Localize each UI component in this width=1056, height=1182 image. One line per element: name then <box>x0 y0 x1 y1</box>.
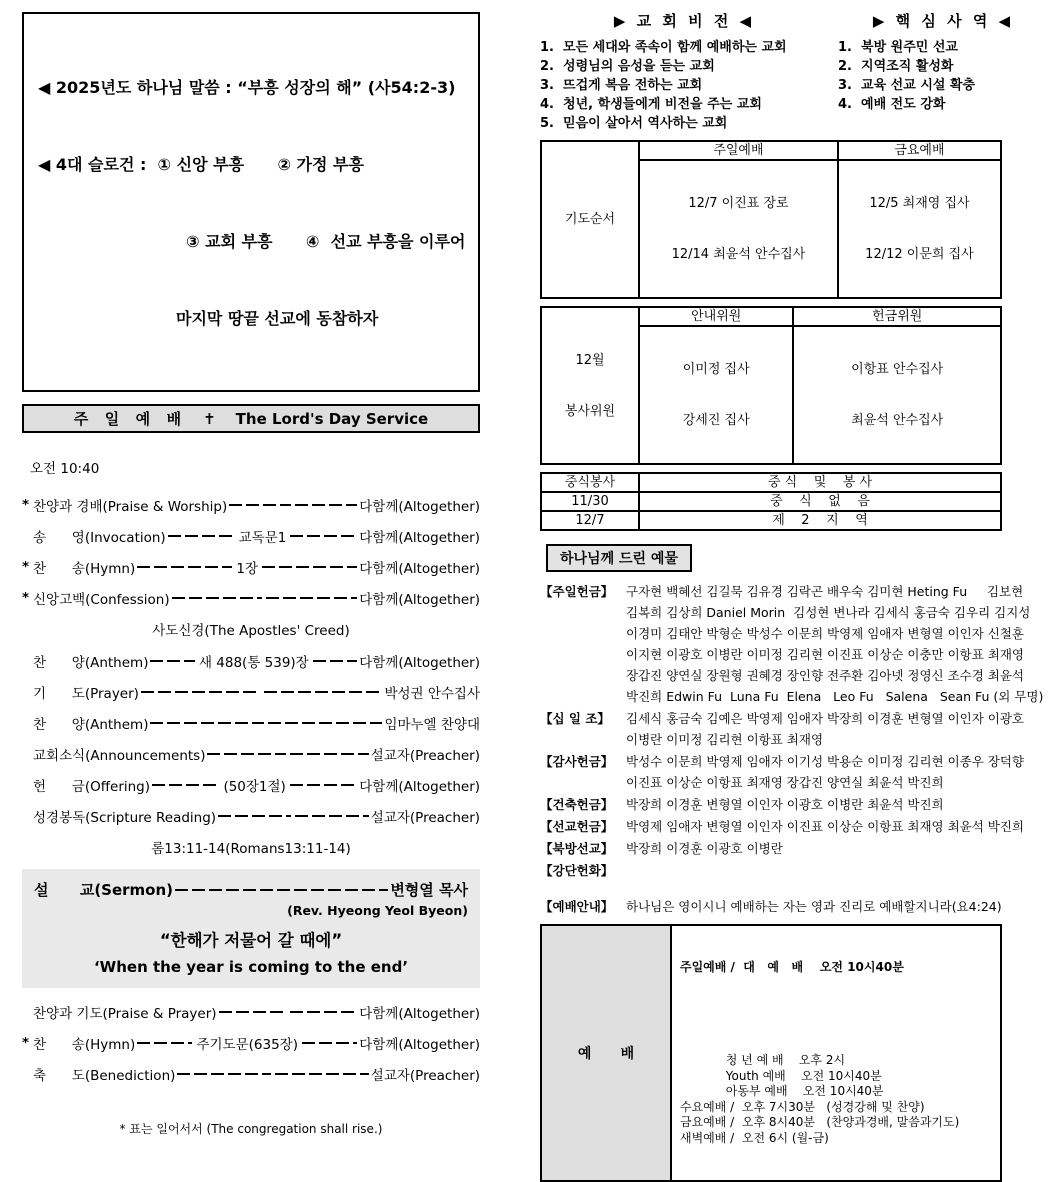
offering-label: 【강단헌화】 <box>540 863 614 878</box>
worship-row <box>22 775 480 795</box>
schedule-label-cell: 예 배 <box>541 925 671 1181</box>
offering-line: 김복희 김상희 Daniel Morin 김성현 변나라 김세식 홍금숙 김우리 김지성 <box>626 605 1031 620</box>
offering-line: 박진희 Edwin Fu Luna Fu Elena Leo Fu Salena Sean Fu (외 무명) <box>626 689 1044 704</box>
sermon-preacher-en: (Rev. Hyeong Yeol Byeon) <box>287 903 468 919</box>
apostles-creed-line: 사도신경(The Apostles' Creed) <box>152 623 350 640</box>
offering-lines <box>626 751 1048 793</box>
worship-row <box>22 651 480 671</box>
worship-row <box>22 682 480 702</box>
ministry-list <box>838 38 1048 114</box>
schedule-lines-cell <box>671 925 1001 1181</box>
offering-line: 박장희 이경훈 변형열 이인자 이광호 이병란 최윤석 박진희 <box>626 797 944 812</box>
vision-item: 4. 청년, 학생들에게 비전을 주는 교회 <box>540 97 762 112</box>
dash-filler <box>207 753 286 755</box>
volunteer-col-offering: 헌금위원 <box>793 307 1001 326</box>
volunteer-label-month: 12월 <box>575 352 605 368</box>
vision-item: 2. 성령님의 음성을 듣는 교회 <box>540 59 715 74</box>
worship-item-performer: 설교자(Preacher) <box>370 810 481 827</box>
offering-line: 박영제 임애자 변형열 이인자 이진표 이상순 이항표 최재영 최윤석 박진희 <box>626 819 1025 834</box>
lunch-row-value: 중 식 없 음 <box>639 492 1001 511</box>
worship-item-performer: 다함께(Altogether) <box>359 592 481 609</box>
dash-filler <box>290 784 357 786</box>
rise-star: * <box>22 590 30 607</box>
lunch-row-date: 11/30 <box>541 492 639 511</box>
cross-icon: ✝ <box>203 409 216 428</box>
worship-item-label: 송 영(Invocation) <box>33 530 166 547</box>
dash-filler <box>152 784 219 786</box>
lunch-row-value: 제 2 지 역 <box>639 511 1001 530</box>
church-vision <box>540 10 828 133</box>
lunch-table-label: 중식봉사 <box>541 473 639 492</box>
dash-filler <box>150 660 194 662</box>
volunteer-table <box>540 306 1002 465</box>
worship-item-performer: 다함께(Altogether) <box>359 655 480 672</box>
offering-line: 박성수 이문희 박영제 임애자 이기성 박용순 이미정 김리현 이종우 장덕향 <box>626 754 1025 769</box>
worship-row <box>22 713 480 733</box>
ministry-item: 4. 예배 전도 강화 <box>838 97 946 112</box>
core-ministry <box>828 10 1048 133</box>
worship-item-performer: 임마누엘 찬양대 <box>384 717 481 734</box>
offering-section-mission <box>540 816 1048 837</box>
right-column <box>540 10 1048 1182</box>
volunteer-offering-1: 이항표 안수집사 <box>851 362 944 377</box>
offerings-list <box>540 581 1048 881</box>
dash-filler <box>295 504 357 506</box>
offering-lines <box>626 816 1048 837</box>
dash-filler <box>219 1011 286 1013</box>
prayer-friday-cell <box>838 160 1001 298</box>
vision-ministry-section <box>540 10 1048 133</box>
rise-star: * <box>22 559 30 576</box>
offering-line: 이경미 김태안 박형순 박성수 이문희 박영제 임애자 변형열 이인자 신철훈 <box>626 626 1025 641</box>
worship-row <box>22 1002 480 1022</box>
offering-label: 【감사헌금】 <box>540 754 614 769</box>
schedule-lines <box>680 1007 992 1147</box>
service-title-ko: 주 일 예 배 <box>73 410 184 429</box>
offering-line: 이진표 이상순 이항표 최재영 장갑진 양연실 최윤석 박진희 <box>626 775 944 790</box>
worship-item-label: 찬 송(Hymn) <box>33 1037 136 1054</box>
lunch-table-rows <box>541 492 1001 530</box>
dash-filler <box>137 1042 192 1044</box>
worship-item-label: 찬양과 경배(Praise & Worship) <box>33 499 228 516</box>
dash-filler <box>266 597 357 599</box>
vision-item: 5. 믿음이 살아서 역사하는 교회 <box>540 116 728 131</box>
offering-lines <box>626 708 1048 750</box>
worship-item-performer: 설교자(Preacher) <box>370 748 480 765</box>
worship-row <box>22 744 480 764</box>
dash-filler <box>264 691 383 693</box>
offering-section-sunday <box>540 581 1048 707</box>
volunteer-col-guide: 안내위원 <box>639 307 793 326</box>
worship-row <box>22 495 480 515</box>
volunteer-offering-2: 최윤석 안수집사 <box>851 413 944 428</box>
worship-item-mid: (50장1절) <box>223 779 286 796</box>
worship-list-3 <box>22 1002 480 1084</box>
volunteer-label-role: 봉사위원 <box>564 403 616 419</box>
schedule-line: 아동부 예배 오전 10시40분 <box>680 1084 884 1098</box>
offering-label: 【십 일 조】 <box>540 711 610 726</box>
prayer-friday-2: 12/12 이문희 집사 <box>865 247 974 262</box>
worship-guide-label: 【예배안내】 <box>540 899 614 914</box>
offering-label: 【선교헌금】 <box>540 819 614 834</box>
dash-filler <box>290 535 357 537</box>
offering-line: 장갑진 양연실 장원형 권혜경 장인향 전주환 김아넷 정영신 조수경 최윤석 <box>626 668 1025 683</box>
prayer-table-label: 기도순서 <box>541 141 639 298</box>
offering-line: 김세식 홍금숙 김예은 박영제 임애자 박장희 이경훈 변형열 이인자 이광호 <box>626 711 1025 726</box>
slogan-line-3: ③ 교회 부흥 ④ 선교 부흥을 이루어 <box>186 231 466 251</box>
service-time: 오전 10:40 <box>30 461 100 478</box>
prayer-col-friday: 금요예배 <box>838 141 1001 160</box>
slogan-line-2: ◀ 4대 슬로건 : ① 신앙 부흥 ② 가정 부흥 <box>38 154 364 174</box>
sermon-title-ko: “한해가 저물어 갈 때에” <box>159 931 343 951</box>
schedule-line: 수요예배 / 오후 7시30분 (성경강해 및 찬양) <box>680 1099 925 1114</box>
worship-order <box>22 495 480 1137</box>
worship-item-label: 찬양과 기도(Praise & Prayer) <box>33 1006 217 1023</box>
dash-filler <box>302 1042 357 1044</box>
ministry-title: ▶ 핵 심 사 역 ◀ <box>872 12 1014 30</box>
left-column <box>22 12 480 1137</box>
dash-filler <box>172 597 263 599</box>
prayer-sunday-2: 12/14 최윤석 안수집사 <box>671 247 806 262</box>
dash-filler <box>262 566 357 568</box>
volunteer-table-label <box>541 307 639 464</box>
worship-row <box>22 806 480 826</box>
worship-guide-text: 하나님은 영이시니 예배하는 자는 영과 진리로 예배할지니라(요4:24) <box>626 899 1002 914</box>
offering-line: 구자현 백혜선 김길묵 김유경 김락곤 배우숙 김미현 Heting Fu 김보현 <box>626 584 1024 599</box>
worship-item-label: 축 도(Benediction) <box>33 1068 176 1085</box>
volunteer-guide-2: 강세진 집사 <box>682 413 750 428</box>
ministry-item: 2. 지역조직 활성화 <box>838 59 954 74</box>
dash-filler <box>168 535 235 537</box>
dash-filler <box>175 889 388 891</box>
schedule-line: 금요예배 / 오후 8시40분 (찬양과경배, 말씀과기도) <box>680 1115 960 1129</box>
worship-item-mid: 1장 <box>236 561 259 578</box>
rise-star: * <box>22 497 30 514</box>
vision-title: ▶ 교 회 비 전 ◀ <box>613 12 755 30</box>
scripture-reference: 롬13:11-14(Romans13:11-14) <box>151 841 351 858</box>
prayer-rotation-table <box>540 140 1002 299</box>
worship-item-label: 헌 금(Offering) <box>33 779 151 796</box>
schedule-line: 새벽예배 / 오전 6시 (월-금) <box>680 1130 829 1145</box>
worship-guide-line <box>540 897 1048 915</box>
offering-lines <box>626 838 1048 859</box>
worship-item-mid: 주기도문(635장) <box>196 1037 298 1054</box>
offering-label: 【건축헌금】 <box>540 797 614 812</box>
offering-line: 이병란 이미정 김리현 이항표 최재영 <box>626 732 824 747</box>
worship-row <box>22 557 480 577</box>
sermon-block <box>22 869 480 988</box>
offering-section-tithe <box>540 708 1048 750</box>
offering-lines <box>626 860 1048 881</box>
worship-item-performer: 다함께(Altogether) <box>359 561 481 578</box>
schedule-line: Youth 예배 오전 10시40분 <box>680 1068 882 1083</box>
worship-item-performer: 설교자(Preacher) <box>370 1068 481 1085</box>
worship-item-performer: 다함께(Altogether) <box>359 530 480 547</box>
service-schedule-table <box>540 924 1002 1182</box>
worship-item-mid: 교독문1 <box>238 530 287 547</box>
prayer-col-sunday: 주일예배 <box>639 141 838 160</box>
worship-item-label: 성경봉독(Scripture Reading) <box>33 810 217 827</box>
vision-item: 1. 모든 세대와 족속이 함께 예배하는 교회 <box>540 40 787 55</box>
offering-section-thanks <box>540 751 1048 793</box>
schedule-line: 청 년 예 배 오후 2시 <box>680 1053 846 1067</box>
vision-item: 3. 뜨겁게 복음 전하는 교회 <box>540 78 703 93</box>
worship-item-performer: 다함께(Altogether) <box>359 1037 481 1054</box>
worship-item-mid: 새 488(통 539)장 <box>198 655 309 672</box>
worship-item-label: 교회소식(Announcements) <box>33 748 206 765</box>
worship-item-performer: 다함께(Altogether) <box>359 499 481 516</box>
lunch-table-row <box>541 492 1001 511</box>
lunch-table-row <box>541 511 1001 530</box>
lunch-row-date: 12/7 <box>541 511 639 530</box>
dash-filler <box>229 504 291 506</box>
dash-filler <box>275 1073 369 1075</box>
prayer-friday-1: 12/5 최재영 집사 <box>869 196 970 211</box>
volunteer-guide-1: 이미정 집사 <box>682 362 750 377</box>
lunch-table-header: 중 식 및 봉 사 <box>639 473 1001 492</box>
worship-list-1 <box>22 495 480 608</box>
dash-filler <box>290 753 369 755</box>
ministry-item: 1. 북방 원주민 선교 <box>838 40 958 55</box>
volunteer-offering-cell <box>793 326 1001 464</box>
dash-filler <box>137 566 232 568</box>
worship-item-label: 찬 송(Hymn) <box>33 561 136 578</box>
prayer-sunday-cell <box>639 160 838 298</box>
rise-footnote: * 표는 일어서서 (The congregation shall rise.) <box>119 1122 383 1137</box>
worship-item-label: 찬 양(Anthem) <box>33 717 149 734</box>
schedule-line-main: 주일예배 / 대 예 배 오전 10시40분 <box>680 960 904 974</box>
sermon-preacher: 변형열 목사 <box>390 881 468 900</box>
volunteer-guide-cell <box>639 326 793 464</box>
service-title-en: The Lord's Day Service <box>235 409 429 428</box>
worship-item-performer: 박성권 안수집사 <box>384 686 481 703</box>
ministry-item: 3. 교육 선교 시설 확충 <box>838 78 976 93</box>
slogan-line-4: 마지막 땅끝 선교에 동참하자 <box>176 308 379 328</box>
offering-lines <box>626 794 1048 815</box>
dash-filler <box>290 1011 357 1013</box>
service-header-bar <box>22 404 480 433</box>
slogan-box <box>22 12 480 392</box>
lunch-service-table <box>540 472 1002 531</box>
worship-row <box>22 1064 480 1084</box>
offering-section-flowers <box>540 860 1048 881</box>
sermon-row <box>34 879 468 900</box>
sermon-title-en: ‘When the year is coming to the end’ <box>93 958 409 977</box>
offering-section-header: 하나님께 드린 예물 <box>546 544 692 572</box>
dash-filler <box>141 691 260 693</box>
offering-line: 이지현 이광호 이병란 이미정 김리현 이진표 이상순 이충만 이항표 최재영 <box>626 647 1025 662</box>
rise-star: * <box>22 1035 30 1052</box>
worship-item-label: 찬 양(Anthem) <box>33 655 149 672</box>
worship-item-label: 기 도(Prayer) <box>33 686 139 703</box>
prayer-sunday-1: 12/7 이진표 장로 <box>688 196 789 211</box>
dash-filler <box>177 1073 271 1075</box>
sermon-label: 설 교(Sermon) <box>34 881 174 900</box>
offering-section-north-mission <box>540 838 1048 859</box>
worship-list-2 <box>22 651 480 826</box>
offering-section-building <box>540 794 1048 815</box>
worship-item-performer: 다함께(Altogether) <box>359 1006 480 1023</box>
worship-row <box>22 588 480 608</box>
worship-row <box>22 526 480 546</box>
slogan-line-1: ◀ 2025년도 하나님 말씀 : “부흥 성장의 해” (사54:2-3) <box>38 78 456 98</box>
worship-item-label: 신앙고백(Confession) <box>33 592 170 609</box>
dash-filler <box>268 722 382 724</box>
dash-filler <box>313 660 357 662</box>
dash-filler <box>150 722 264 724</box>
vision-list <box>540 38 828 133</box>
worship-row <box>22 1033 480 1053</box>
offering-label: 【북방선교】 <box>540 841 614 856</box>
offering-line: 박장희 이경훈 이광호 이병란 <box>626 841 783 856</box>
offering-lines <box>626 581 1048 707</box>
worship-item-performer: 다함께(Altogether) <box>359 779 481 796</box>
offering-label: 【주일헌금】 <box>540 584 614 599</box>
